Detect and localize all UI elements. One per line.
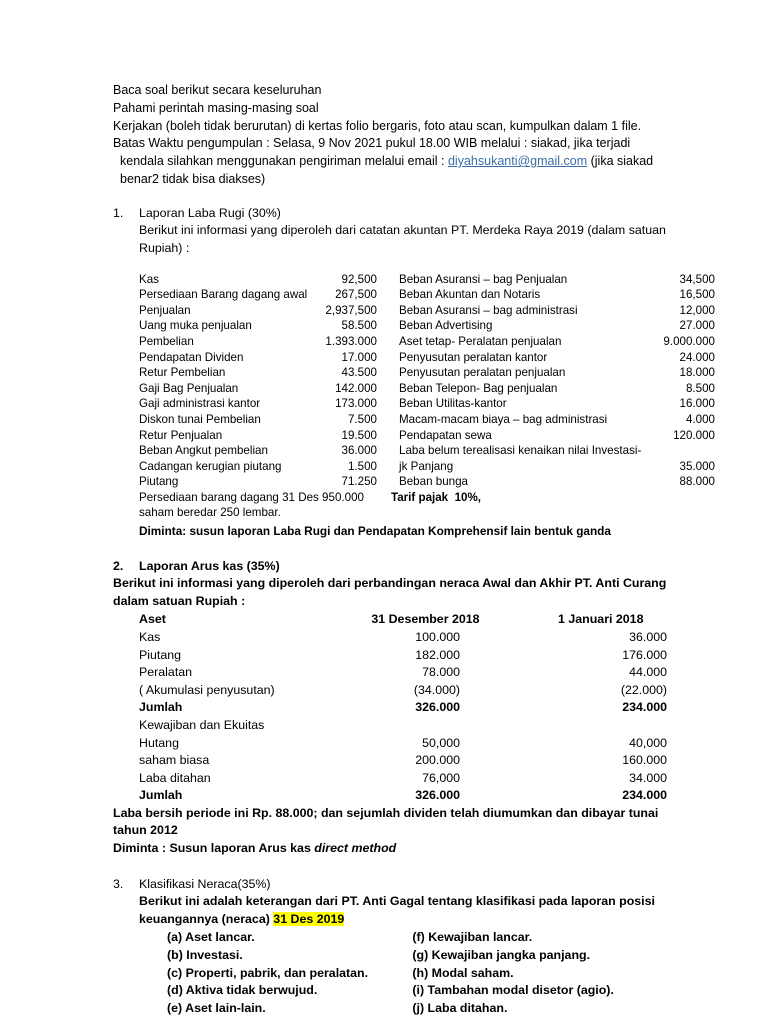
account-value-left: 1.393.000: [325, 334, 377, 348]
account-value-right: 8.500: [685, 381, 715, 395]
balance-sheet-head: [139, 611, 673, 629]
table-row: [139, 350, 715, 366]
document-content: [113, 82, 715, 1017]
account-name-left: Pendapatan Dividen: [139, 350, 244, 364]
account-name-right: Beban Akuntan dan Notaris: [399, 288, 541, 302]
account-name-left: Gaji Bag Penjualan: [139, 381, 239, 395]
table-row: [139, 443, 715, 459]
tail-left-1: Persediaan barang dagang 31 Des 950.000: [139, 490, 364, 504]
table-row: [139, 647, 673, 665]
table-row: [139, 752, 673, 770]
account-name-right: Beban Asuransi – bag Penjualan: [399, 272, 568, 286]
question-3-number: 3.: [113, 876, 124, 891]
balance-sheet-header-col-b: 1 Januari 2018: [558, 612, 644, 627]
account-value-left: 7.500: [347, 412, 377, 426]
question-1-number: 1.: [113, 205, 124, 220]
account-name-left: Pembelian: [139, 334, 194, 348]
balance-sheet-header-col-a: 31 Desember 2018: [371, 612, 480, 627]
instruction-line-5: [113, 153, 673, 171]
balance-sheet-row-value-b: 44.000: [629, 665, 667, 680]
question-1-intro-line-2: Rupiah) :: [139, 240, 190, 255]
question-3-intro-prefix: keuangannya (neraca): [139, 911, 274, 926]
question-2-intro: [113, 575, 673, 610]
account-value-left: 19.500: [341, 428, 377, 442]
question-1-tail-line-2: saham beredar 250 lembar.: [139, 506, 281, 520]
table-row: [139, 365, 715, 381]
balance-sheet-header-label: Aset: [139, 612, 166, 627]
balance-sheet-row-label: Kas: [139, 629, 161, 644]
balance-sheet-row-label: Jumlah: [139, 700, 183, 715]
account-name-left: Retur Pembelian: [139, 366, 226, 380]
account-value-right: 9.000.000: [663, 334, 715, 348]
question-1-body: [113, 205, 715, 540]
balance-sheet-row-value-a: 76,000: [422, 770, 461, 785]
question-2-title: Laporan Arus kas (35%): [139, 558, 280, 573]
account-value-right: 12,000: [679, 303, 715, 317]
account-value-left: 1.500: [347, 459, 377, 473]
question-2-note-line-2: tahun 2012: [113, 823, 178, 838]
account-value-left: 173.000: [335, 397, 377, 411]
income-statement-rows: [139, 272, 715, 490]
table-row: [139, 474, 715, 490]
balance-sheet-row-label: Peralatan: [139, 665, 193, 680]
balance-sheet-row-label: Kewajiban dan Ekuitas: [139, 717, 265, 732]
classification-item-right: (h) Modal saham.: [412, 965, 514, 980]
instructions-block: [113, 82, 673, 189]
balance-sheet-row-value-a: [295, 717, 500, 735]
email-suffix-text: (jika siakad: [587, 154, 654, 169]
account-value-right: 4.000: [685, 412, 715, 426]
balance-sheet-row-value-a: 182.000: [415, 647, 461, 662]
classification-item-left: (d) Aktiva tidak berwujud.: [167, 983, 318, 998]
account-value-right: 88.000: [679, 475, 715, 489]
question-1-diminta: Diminta: susun laporan Laba Rugi dan Pendapatan Komprehensif lain bentuk ganda: [139, 524, 611, 539]
account-value-left: 58.500: [341, 319, 377, 333]
classification-item-right: (i) Tambahan modal disetor (agio).: [412, 983, 614, 998]
question-2-diminta: [113, 840, 673, 858]
account-value-left: 92,500: [341, 272, 377, 286]
question-2-diminta-italic: direct method: [314, 841, 397, 856]
account-value-right: 24.000: [679, 350, 715, 364]
question-3-body: [113, 876, 673, 929]
classification-list-table: [167, 929, 673, 1017]
account-value-right: 16.000: [679, 397, 715, 411]
account-value-left: 142.000: [335, 381, 377, 395]
account-name-right: Beban Telepon- Bag penjualan: [399, 381, 558, 395]
account-value-right: 120.000: [673, 428, 715, 442]
table-row: [139, 287, 715, 303]
balance-sheet-row-value-a: 100.000: [415, 629, 461, 644]
classification-item-left: (c) Properti, pabrik, dan peralatan.: [167, 965, 369, 980]
table-row: [139, 459, 715, 475]
balance-sheet-row-value-b: 34.000: [629, 770, 667, 785]
account-name-right: jk Panjang: [399, 459, 454, 473]
classification-item-left: (b) Investasi.: [167, 948, 243, 963]
list-item: [167, 947, 673, 965]
question-2-note-line-1: Laba bersih periode ini Rp. 88.000; dan sejumlah dividen telah diumumkan dan dibayar tunai: [113, 805, 659, 820]
email-link[interactable]: diyahsukanti@gmail.com: [447, 154, 588, 169]
balance-sheet-row-value-a: 200.000: [415, 753, 461, 768]
balance-sheet-table: [139, 611, 673, 805]
question-1-title: Laporan Laba Rugi (30%): [139, 205, 281, 220]
account-name-left: Retur Penjualan: [139, 428, 223, 442]
instruction-line-1: Baca soal berikut secara keseluruhan: [113, 83, 322, 97]
question-3: [113, 876, 673, 1018]
instruction-line-3: Kerjakan (boleh tidak berurutan) di kertas folio bergaris, foto atau scan, kumpulkan dalam 1 file.: [113, 118, 642, 133]
account-name-left: Beban Angkut pembelian: [139, 444, 268, 458]
question-2: [113, 558, 673, 858]
balance-sheet-row-label: Jumlah: [139, 788, 183, 803]
table-row: [139, 412, 715, 428]
account-value-left: 2,937,500: [325, 303, 377, 317]
balance-sheet-rows: [139, 629, 673, 805]
balance-sheet-row-value-b: [500, 717, 673, 735]
table-row: [139, 787, 673, 805]
list-item: [167, 965, 673, 983]
table-row: [139, 770, 673, 788]
account-value-left: 267,500: [335, 288, 377, 302]
table-row: [139, 381, 715, 397]
table-row: [139, 629, 673, 647]
table-row: [139, 428, 715, 444]
balance-sheet-row-value-b: (22.000): [620, 682, 667, 697]
balance-sheet-row-value-b: 36.000: [629, 629, 667, 644]
classification-item-left: (e) Aset lain-lain.: [167, 1000, 266, 1015]
email-intro-text: kendala silahkan menggunakan pengiriman melalui email :: [120, 154, 448, 169]
list-item: [167, 929, 673, 947]
instruction-line-6: benar2 tidak bisa diakses): [120, 171, 266, 186]
question-1-intro-line-1: Berikut ini informasi yang diperoleh dari catatan akuntan PT. Merdeka Raya 2019 (dalam satuan: [139, 223, 666, 238]
account-name-left: Persediaan Barang dagang awal: [139, 288, 308, 302]
account-name-left: Piutang: [139, 475, 179, 489]
balance-sheet-row-label: Laba ditahan: [139, 770, 211, 785]
table-row: [139, 303, 715, 319]
table-row: [139, 272, 715, 288]
income-statement-data-table: [139, 272, 715, 490]
question-2-number: 2.: [113, 558, 124, 573]
balance-sheet-header-row: [139, 611, 673, 629]
balance-sheet-row-value-a: 326.000: [415, 788, 461, 803]
classification-item-left: (a) Aset lancar.: [167, 930, 255, 945]
account-value-right: 27.000: [679, 319, 715, 333]
balance-sheet-row-value-a: 78.000: [422, 665, 461, 680]
account-name-right: Macam-macam biaya – bag administrasi: [399, 412, 608, 426]
question-1-tail-line-1: [139, 490, 673, 506]
balance-sheet-row-value-a: 326.000: [415, 700, 461, 715]
account-value-left: 36.000: [341, 444, 377, 458]
table-row: [139, 717, 673, 735]
account-name-right: Beban Asuransi – bag administrasi: [399, 303, 578, 317]
spacer-after-q2: [113, 858, 673, 876]
question-2-intro-line-2: dalam satuan Rupiah :: [113, 593, 246, 608]
classification-item-right: (f) Kewajiban lancar.: [412, 930, 533, 945]
question-3-title: Klasifikasi Neraca(35%): [139, 876, 271, 891]
account-name-left: Uang muka penjualan: [139, 319, 252, 333]
question-2-intro-line-1: Berikut ini informasi yang diperoleh dari perbandingan neraca Awal dan Akhir PT. Anti Curang: [113, 576, 667, 591]
table-row: [139, 682, 673, 700]
account-name-right: Penyusutan peralatan kantor: [399, 350, 548, 364]
question-1-tail: [139, 490, 673, 521]
balance-sheet-row-label: saham biasa: [139, 753, 210, 768]
question-3-intro-line-2: [139, 911, 673, 929]
account-value-right: 16,500: [679, 288, 715, 302]
account-value-right: 35.000: [679, 459, 715, 473]
question-2-diminta-prefix: Diminta : Susun laporan Arus kas: [113, 841, 315, 856]
question-1: [113, 205, 715, 540]
instruction-line-4: Batas Waktu pengumpulan : Selasa, 9 Nov 2021 pukul 18.00 WIB melalui : siakad, jika terjadi: [113, 136, 631, 151]
account-name-right: Beban Advertising: [399, 319, 493, 333]
account-value-left: 71.250: [341, 475, 377, 489]
instruction-line-2: Pahami perintah masing-masing soal: [113, 100, 319, 115]
balance-sheet-row-label: ( Akumulasi penyusutan): [139, 682, 275, 697]
account-name-right: Penyusutan peralatan penjualan: [399, 366, 566, 380]
table-row: [139, 318, 715, 334]
account-value-left: 17.000: [341, 350, 377, 364]
spacer-after-q1: [113, 540, 673, 558]
balance-sheet-row-value-b: 176.000: [622, 647, 667, 662]
classification-list-rows: [167, 929, 673, 1017]
account-name-right: Beban Utilitas-kantor: [399, 397, 507, 411]
classification-item-right: (j) Laba ditahan.: [412, 1000, 508, 1015]
account-name-right: Pendapatan sewa: [399, 428, 492, 442]
balance-sheet-row-value-b: 160.000: [622, 753, 667, 768]
balance-sheet-row-value-b: 234.000: [622, 788, 667, 803]
account-name-left: Kas: [139, 272, 159, 286]
account-name-left: Cadangan kerugian piutang: [139, 459, 282, 473]
question-2-body: [113, 558, 673, 576]
account-name-right: Laba belum terealisasi kenaikan nilai Investasi-: [399, 444, 642, 458]
table-row: [139, 396, 715, 412]
account-name-left: Gaji administrasi kantor: [139, 397, 261, 411]
balance-sheet-row-label: Piutang: [139, 647, 182, 662]
list-item: [167, 1000, 673, 1018]
account-name-right: Beban bunga: [399, 475, 468, 489]
question-3-intro-line-1: Berikut ini adalah keterangan dari PT. Anti Gagal tentang klasifikasi pada laporan posisi: [139, 894, 655, 909]
question-3-date-highlight: 31 Des 2019: [273, 911, 345, 926]
balance-sheet-row-value-a: 50,000: [422, 735, 461, 750]
table-row: [139, 735, 673, 753]
table-row: [139, 334, 715, 350]
list-item: [167, 982, 673, 1000]
balance-sheet-row-value-b: 40,000: [629, 735, 667, 750]
balance-sheet-row-value-b: 234.000: [622, 700, 667, 715]
account-value-left: 43.500: [341, 366, 377, 380]
table-row: [139, 699, 673, 717]
balance-sheet-row-value-a: (34.000): [413, 682, 461, 697]
account-value-right: 18.000: [679, 366, 715, 380]
balance-sheet-row-label: Hutang: [139, 735, 179, 750]
account-name-left: Diskon tunai Pembelian: [139, 412, 261, 426]
table-row: [139, 664, 673, 682]
account-name-right: Aset tetap- Peralatan penjualan: [399, 334, 562, 348]
account-name-left: Penjualan: [139, 303, 191, 317]
tail-right-1: Tarif pajak 10%,: [391, 490, 481, 504]
question-2-note: [113, 805, 673, 858]
classification-item-right: (g) Kewajiban jangka panjang.: [412, 948, 591, 963]
account-value-right: 34,500: [679, 272, 715, 286]
